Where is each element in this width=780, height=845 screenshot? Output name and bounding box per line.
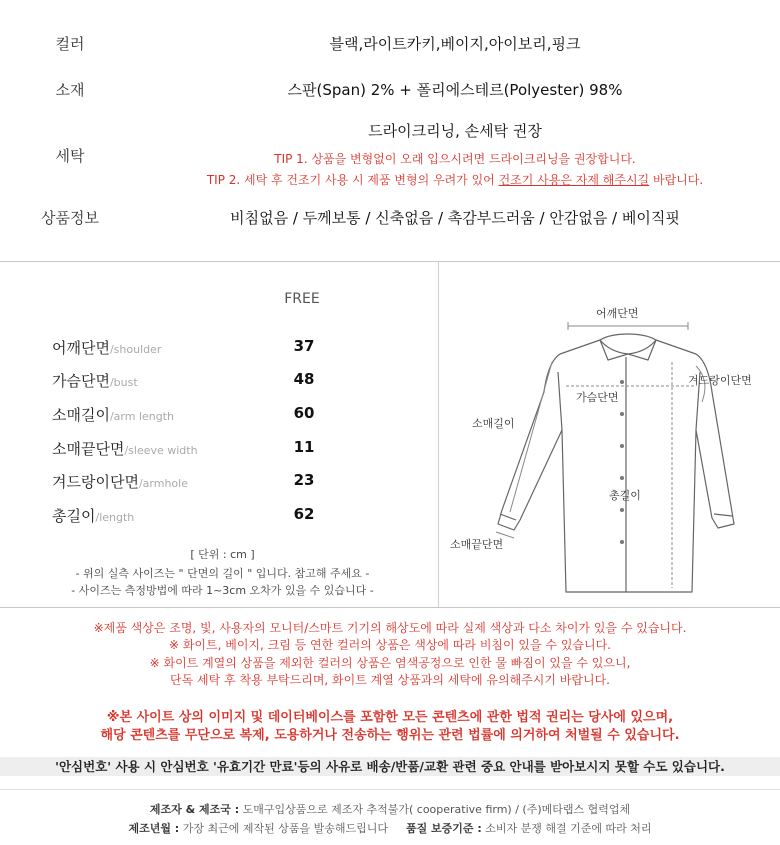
- size-row-sleeve-width: [52, 438, 352, 462]
- notice-line-1: ※제품 색상은 조명, 빛, 사용자의 모니터/스마트 기기의 해상도에 따라 실제 색상과 다소 차이가 있을 수 있습니다.: [93, 621, 687, 635]
- footer-date-quality: [0, 820, 780, 836]
- footer-maker-value: 도매구입상품으로 제조자 추적불가( cooperative firm) / (주)메타랩스 협력업체: [239, 803, 631, 816]
- diagram-label-shoulder: 어깨단면: [596, 307, 639, 320]
- diagram-label-armhole: 겨드랑이단면: [688, 374, 752, 387]
- size-value: 37: [293, 337, 315, 355]
- color-value: 블랙,라이트카키,베이지,아이보리,핑크: [329, 35, 581, 53]
- size-name: 가슴단면: [52, 372, 110, 390]
- size-sub: /length: [95, 511, 135, 524]
- legal-notice-2: 해당 콘텐츠를 무단으로 복제, 도용하거나 전송하는 행위는 관련 법률에 의거하여 처벌될 수 있습니다.: [100, 728, 680, 743]
- wash-label: 세탁: [55, 147, 85, 165]
- safe-number-notice: '안심번호' 사용 시 안심번호 '유효기간 만료'등의 사유로 배송/반품/교환 관련 중요 안내를 받아보시지 못할 수도 있습니다.: [0, 757, 780, 776]
- size-sub: /arm length: [109, 410, 175, 423]
- wash-tip-2: [140, 171, 770, 188]
- size-value: 23: [293, 471, 315, 489]
- footer-date-value: 가장 최근에 제작된 상품을 발송해드립니다: [179, 822, 388, 835]
- footer-maker: [0, 801, 780, 817]
- size-value: 60: [293, 404, 315, 422]
- wash-value: 드라이크리닝, 손세탁 권장: [368, 122, 542, 140]
- divider-middle: [0, 607, 780, 608]
- size-name: 소매끝단면: [52, 440, 125, 458]
- size-sub: /sleeve width: [124, 444, 198, 457]
- size-name: 총길이: [52, 507, 96, 525]
- product-label: 상품정보: [41, 209, 99, 227]
- diagram-label-cuff: 소매끝단면: [450, 538, 504, 551]
- size-value: 62: [293, 505, 315, 523]
- size-row-bust: [52, 370, 352, 394]
- diagram-label-sleeve: 소매길이: [472, 417, 515, 430]
- wash-tip-2-prefix: TIP 2. 세탁 후 건조기 사용 시 제품 변형의 우려가 있어: [206, 173, 499, 187]
- size-sub: /bust: [109, 376, 138, 389]
- size-name: 겨드랑이단면: [52, 473, 139, 491]
- size-header: FREE: [284, 291, 320, 307]
- footer-quality-label: 품질 보증기준 :: [405, 822, 482, 835]
- size-note-1: - 위의 실측 사이즈는 " 단면의 길이 " 입니다. 참고해 주세요 -: [75, 567, 370, 580]
- size-value: 11: [293, 438, 315, 456]
- wash-tip-2-suffix: 바랍니다.: [649, 173, 704, 187]
- material-value: 스판(Span) 2% + 폴리에스테르(Polyester) 98%: [287, 81, 623, 99]
- diagram-label-length: 총길이: [609, 489, 641, 502]
- size-row-arm-length: [52, 404, 352, 428]
- product-value: 비침없음 / 두께보통 / 신축없음 / 촉감부드러움 / 안감없음 / 베이직핏: [230, 209, 680, 227]
- size-note-2: - 사이즈는 측정방법에 따라 1~3cm 오차가 있을 수 있습니다 -: [71, 584, 374, 597]
- notice-line-3: ※ 화이트 계열의 상품을 제외한 컬러의 상품은 염색공정으로 인한 물 빠짐이 있을 수 있으니,: [149, 656, 631, 670]
- diagram-label-bust: 가슴단면: [576, 391, 619, 404]
- size-sub: /shoulder: [109, 343, 162, 356]
- size-value: 48: [293, 370, 315, 388]
- wash-tip-1: TIP 1. 상품을 변형없이 오래 입으시려면 드라이크리닝을 권장합니다.: [274, 152, 636, 166]
- size-name: 어깨단면: [52, 339, 110, 357]
- size-unit: [ 단위 : cm ]: [190, 548, 255, 561]
- size-sub: /armhole: [138, 477, 188, 490]
- legal-notice-1: ※본 사이트 상의 이미지 및 데이터베이스를 포함한 모든 콘텐츠에 관한 법적 권리는 당사에 있으며,: [106, 710, 674, 725]
- wash-tip-2-underline: 건조기 사용은 자제 해주시길: [498, 173, 650, 187]
- size-row-armhole: [52, 471, 352, 495]
- footer-quality-value: 소비자 분쟁 해결 기준에 따라 처리: [481, 822, 652, 835]
- size-row-shoulder: [52, 337, 352, 361]
- notice-line-2: ※ 화이트, 베이지, 크림 등 연한 컬러의 상품은 색상에 따라 비침이 있을 수 있습니다.: [168, 638, 612, 652]
- footer-maker-label: 제조자 & 제조국 :: [149, 803, 240, 816]
- size-row-length: [52, 505, 352, 529]
- color-label: 컬러: [55, 35, 85, 53]
- material-label: 소재: [55, 81, 85, 99]
- size-name: 소매길이: [52, 406, 110, 424]
- footer-date-label: 제조년월 :: [128, 822, 180, 835]
- notice-line-4: 단독 세탁 후 착용 부탁드리며, 화이트 계열 상품과의 세탁에 유의해주시기 바랍니다.: [170, 673, 610, 687]
- divider-bottom: [0, 789, 780, 790]
